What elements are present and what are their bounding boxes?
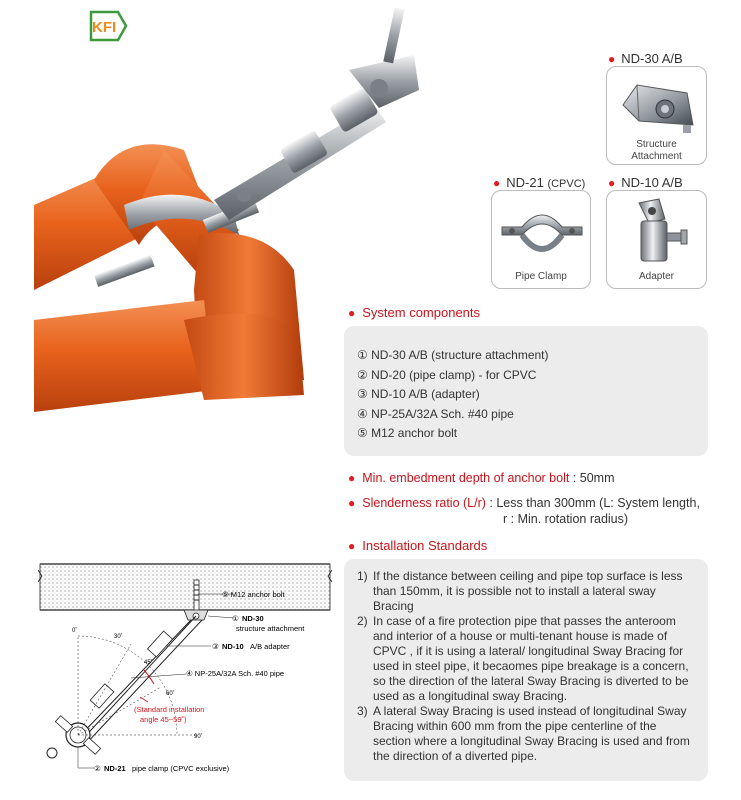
nd30-caption-line2: Attachment bbox=[631, 151, 682, 162]
list-item: ④ NP-25A/32A Sch. #40 pipe bbox=[357, 406, 514, 421]
system-components-list bbox=[357, 346, 549, 444]
adapter-num-label: ③ bbox=[212, 642, 219, 651]
std-angle-line1: (Standard installation bbox=[134, 705, 205, 714]
system-components-heading: ● System components bbox=[348, 305, 481, 320]
bullet-dot-icon: ● bbox=[348, 496, 356, 510]
adapter-sub-label: A/B adapter bbox=[250, 642, 290, 651]
bullet-dot-icon: ● bbox=[608, 52, 616, 66]
nd10-card bbox=[606, 190, 707, 289]
list-item: ③ ND-10 A/B (adapter) bbox=[357, 387, 480, 401]
angle-90-label: 90˚ bbox=[194, 734, 203, 740]
anchor-bolt-label: ⑤ M12 anchor bolt bbox=[222, 590, 285, 599]
nd30-title: ● ND-30 A/B bbox=[608, 51, 683, 66]
embedment-line bbox=[348, 471, 614, 485]
slenderness-line bbox=[348, 496, 700, 510]
angle-60-label: 60˚ bbox=[166, 691, 175, 697]
adapter-label: ND-10 bbox=[222, 642, 244, 651]
bullet-dot-icon: ● bbox=[348, 539, 356, 553]
adapter-image bbox=[625, 197, 695, 265]
installation-diagram bbox=[36, 550, 336, 790]
angle-0-label: 0˚ bbox=[72, 628, 78, 634]
pipe-clamp-image bbox=[500, 205, 584, 255]
nd30-sub-label: structure attachment bbox=[236, 624, 305, 633]
embedment-label: Min. embedment depth of anchor bolt bbox=[362, 471, 570, 485]
slenderness-value-2: r : Min. rotation radius) bbox=[503, 512, 629, 526]
list-item: 3) A lateral Sway Bracing is used instead of longitudinal Sway Bracing within 600 mm from the pipe centerline of the section where a longitudinal Sway Bracing is used and from the direction of a diverted pipe. bbox=[357, 704, 690, 763]
nd30-caption-line1: Structure bbox=[636, 139, 677, 150]
slenderness-value-1: : Less than 300mm (L: System length, bbox=[485, 496, 700, 510]
clamp-num-label: ② bbox=[94, 764, 101, 773]
nd21-caption: Pipe Clamp bbox=[515, 271, 567, 282]
nd30-num-label: ① bbox=[232, 614, 239, 623]
logo-text: KFI bbox=[92, 19, 117, 36]
bullet-dot-icon: ● bbox=[348, 306, 356, 320]
list-item: ① ND-30 A/B (structure attachment) bbox=[357, 348, 549, 362]
installation-heading: ● Installation Standards bbox=[348, 538, 488, 553]
structure-attachment-image bbox=[617, 75, 699, 135]
angle-45-label: 45˚ bbox=[144, 660, 153, 666]
embedment-value: : 50mm bbox=[569, 471, 615, 485]
list-item: 1) If the distance between ceiling and pipe top surface is less than 150mm, it is possible not to install a lateral sway Bracing bbox=[357, 569, 683, 613]
list-item: ② ND-20 (pipe clamp) - for CPVC bbox=[357, 367, 537, 382]
std-angle-line2: angle 45~59˚) bbox=[140, 715, 187, 724]
bullet-dot-icon: ● bbox=[608, 176, 616, 190]
nd30-card bbox=[606, 66, 707, 165]
bullet-dot-icon: ● bbox=[348, 471, 356, 485]
list-item: 2) In case of a fire protection pipe that passes the anteroom and interior of a house or multi-tenant house is made of CPVC , if it is using a lateral/ longitudinal Sway Bracing for used in steel pipe, it becaomes pipe breakage is a concern, so the direction of the lateral Sway Bracing is diverted to be used as a longitudinal sway Bracing. bbox=[357, 614, 689, 703]
nd10-title: ● ND-10 A/B bbox=[608, 175, 683, 190]
bullet-dot-icon: ● bbox=[493, 176, 501, 190]
pipe-label: ④ NP-25A/32A Sch. #40 pipe bbox=[186, 669, 285, 678]
nd30-label: ND-30 bbox=[242, 614, 264, 623]
clamp-sub-label: pipe clamp (CPVC exclusive) bbox=[132, 764, 230, 773]
clamp-label: ND-21 bbox=[104, 764, 126, 773]
nd21-title: ● ND-21 (CPVC) bbox=[493, 175, 586, 190]
angle-30-label: 30˚ bbox=[114, 634, 123, 640]
slenderness-label: Slenderness ratio (L/r) bbox=[362, 496, 486, 510]
list-item: ⑤ M12 anchor bolt bbox=[357, 426, 458, 440]
installation-list bbox=[357, 569, 697, 764]
nd10-caption: Adapter bbox=[638, 271, 675, 282]
nd21-card bbox=[491, 190, 591, 289]
